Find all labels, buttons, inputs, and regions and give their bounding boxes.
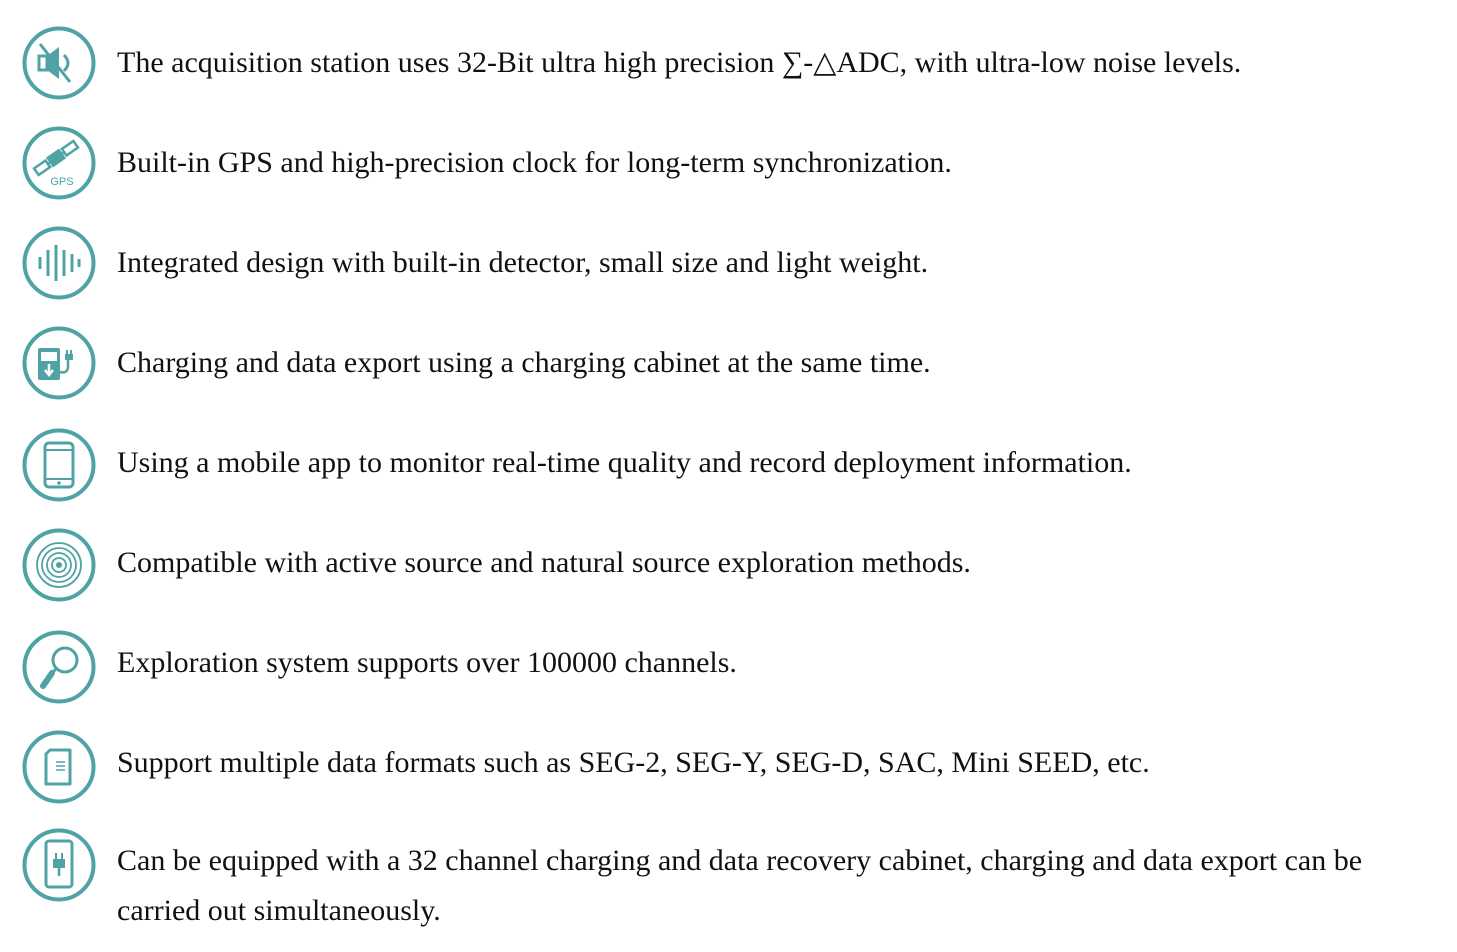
gps-satellite-icon [22,126,96,200]
waveform-icon [22,226,96,300]
feature-text: Support multiple data formats such as SEG-2, SEG-Y, SEG-D, SAC, Mini SEED, etc. [117,746,1150,779]
magnifier-icon [22,630,96,704]
charging-station-icon [22,326,96,400]
feature-text: Can be equipped with a 32 channel charging and data recovery cabinet, charging and data export can be carried out simultaneously. [117,844,1363,927]
concentric-rings-icon [22,528,96,602]
gps-icon-label: GPS [50,176,74,188]
feature-text: Built-in GPS and high-precision clock for long-term synchronization. [117,146,952,179]
smartphone-icon [22,428,96,502]
feature-text: The acquisition station uses 32-Bit ultra high precision ∑-△ADC, with ultra-low noise levels. [117,46,1242,79]
mute-speaker-icon [22,26,96,100]
feature-text: Integrated design with built-in detector, small size and light weight. [117,246,929,279]
feature-text: Exploration system supports over 100000 channels. [117,646,737,679]
document-icon [22,730,96,804]
phone-plug-icon [22,828,96,902]
feature-text: Charging and data export using a charging cabinet at the same time. [117,346,931,379]
feature-text: Using a mobile app to monitor real-time quality and record deployment information. [117,446,1132,479]
feature-text: Compatible with active source and natural source exploration methods. [117,546,971,579]
